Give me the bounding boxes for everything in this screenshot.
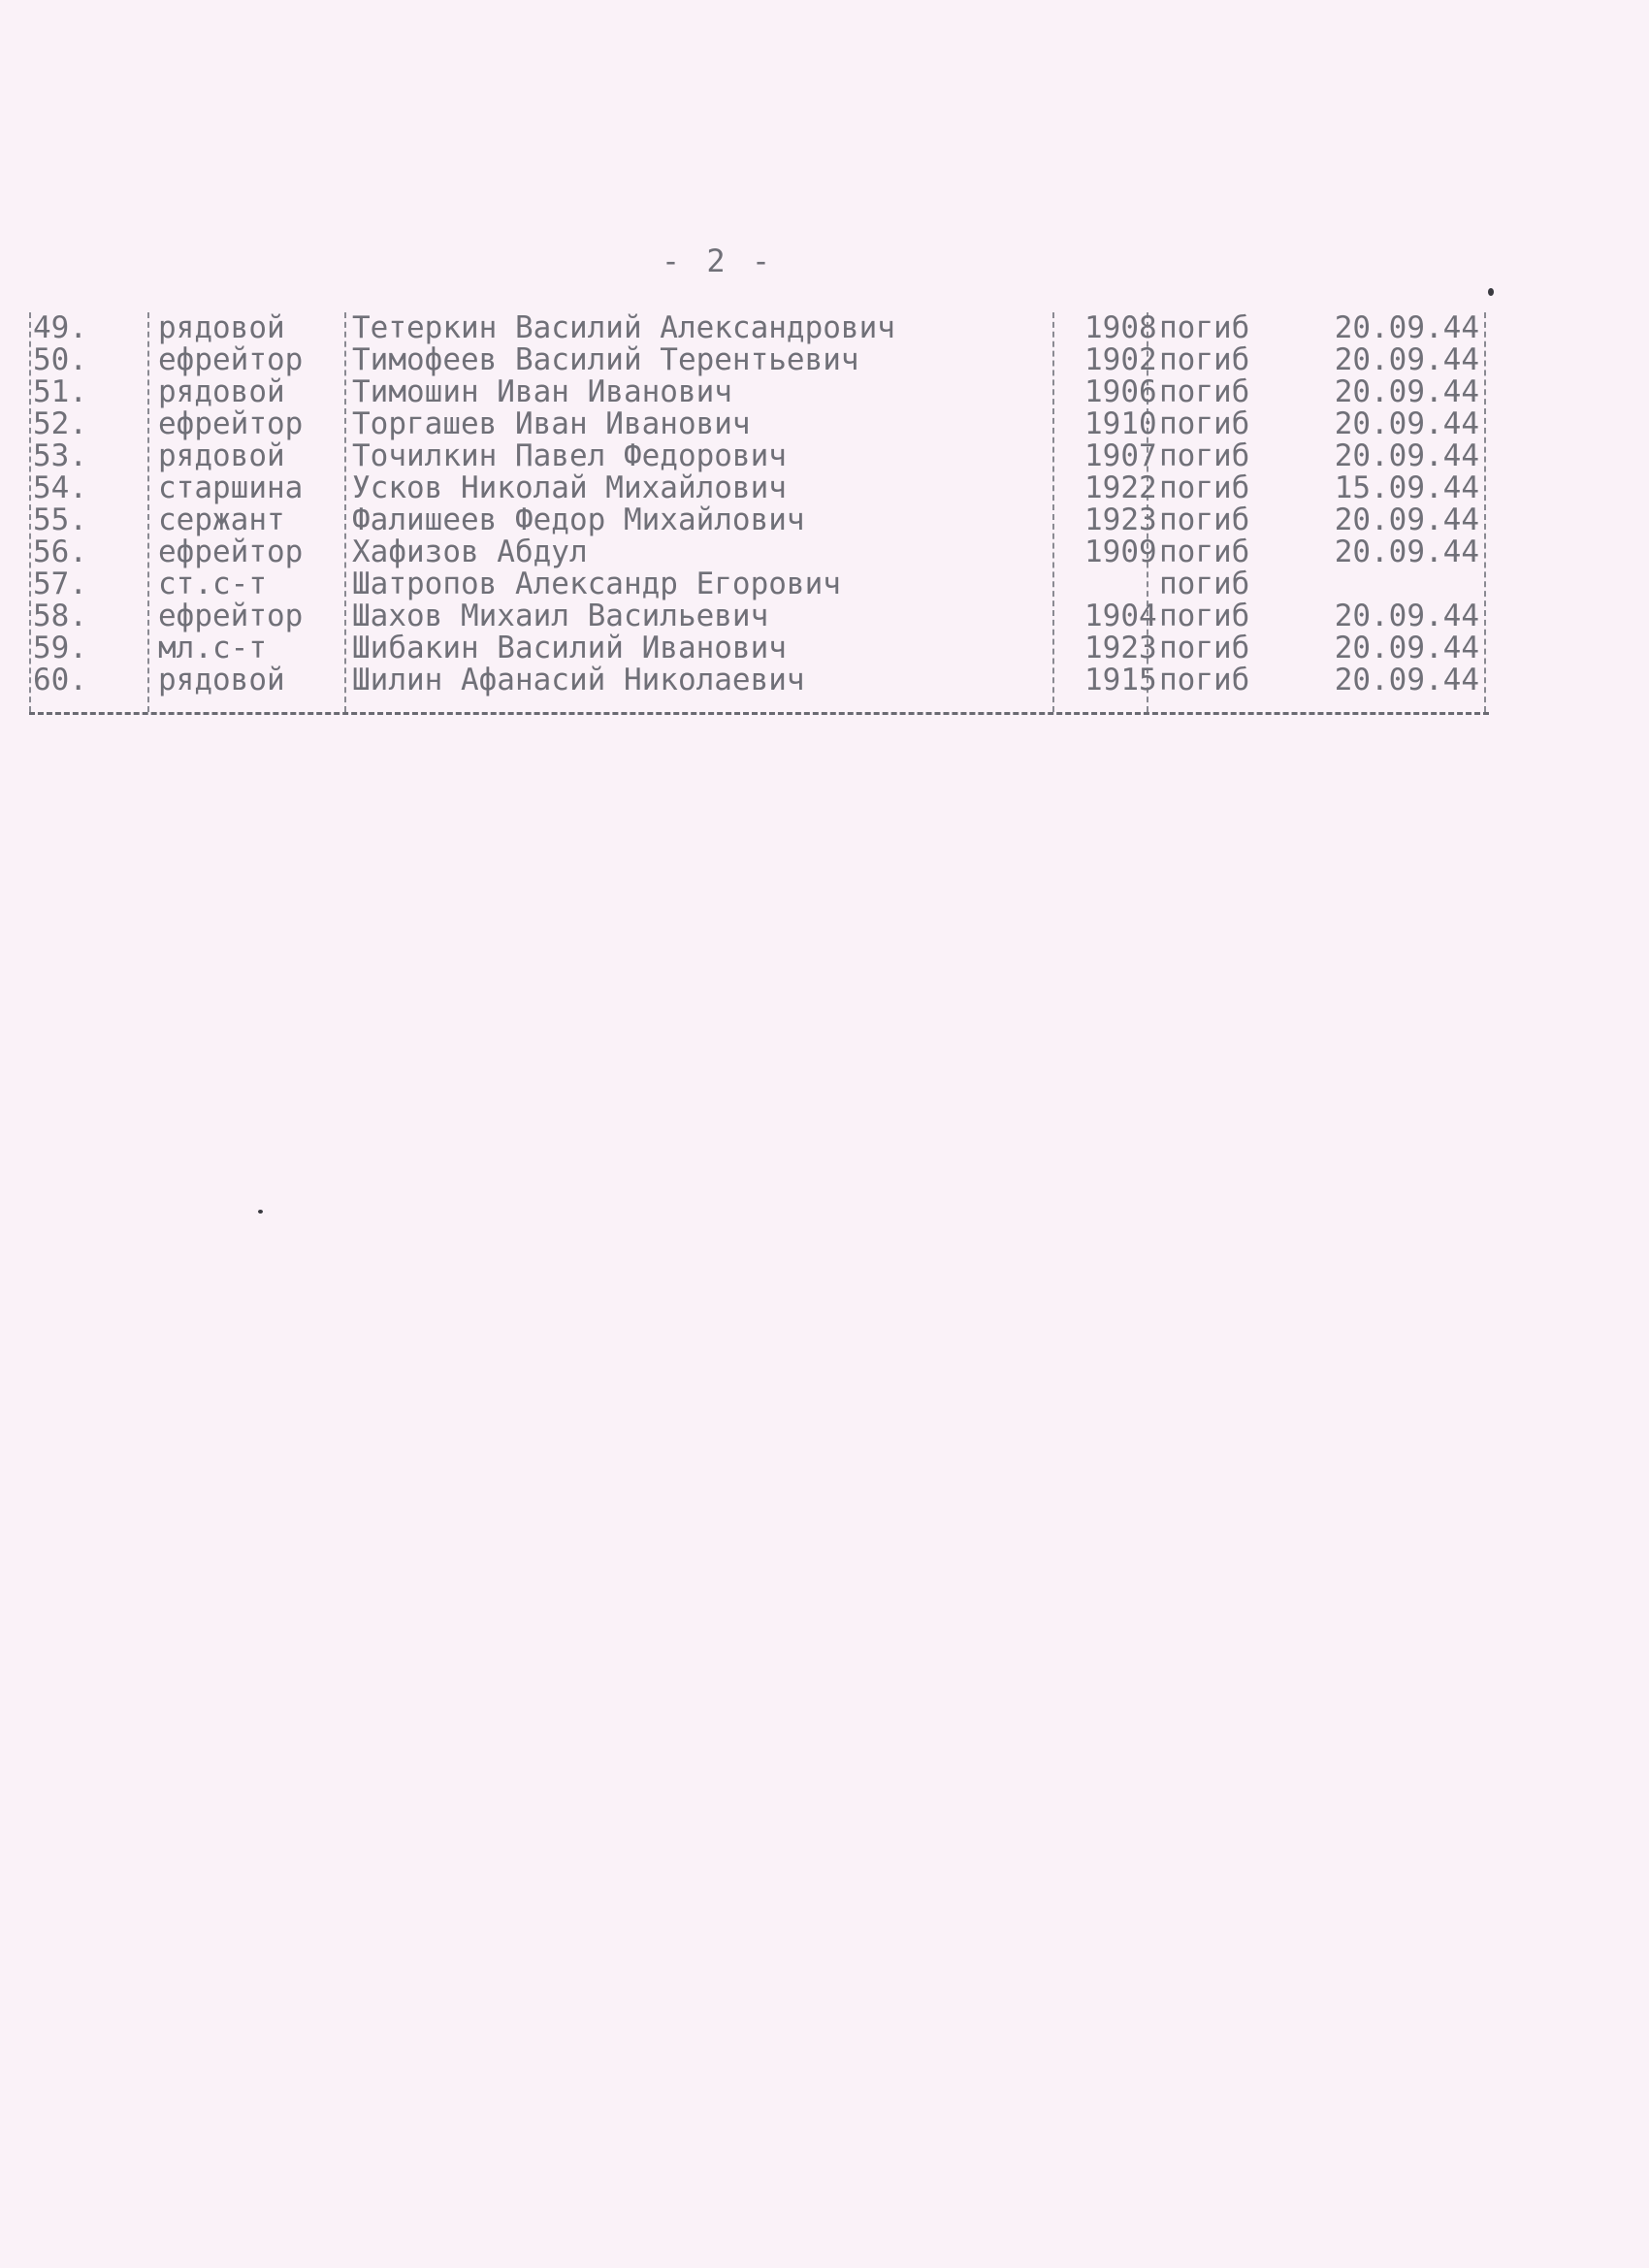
rank: рядовой bbox=[158, 438, 285, 473]
row-number: 50. bbox=[33, 342, 87, 377]
birth-year: 1910 bbox=[1084, 406, 1157, 441]
date: 20.09.44 bbox=[1334, 310, 1479, 345]
full-name: Тимофеев Василий Терентьевич bbox=[352, 342, 859, 377]
birth-year: 1906 bbox=[1084, 374, 1157, 409]
rank: рядовой bbox=[158, 663, 285, 697]
status: погиб bbox=[1159, 631, 1250, 665]
table-row bbox=[29, 568, 1489, 600]
rank: ефрейтор bbox=[158, 535, 304, 569]
status: погиб bbox=[1159, 470, 1250, 505]
date: 20.09.44 bbox=[1334, 502, 1479, 537]
date: 20.09.44 bbox=[1334, 535, 1479, 569]
row-number: 51. bbox=[33, 374, 87, 409]
table-row bbox=[29, 664, 1489, 697]
full-name: Точилкин Павел Федорович bbox=[352, 438, 787, 473]
date: 20.09.44 bbox=[1334, 406, 1479, 441]
rank: мл.с-т bbox=[158, 631, 267, 665]
row-number: 52. bbox=[33, 406, 87, 441]
row-number: 60. bbox=[33, 663, 87, 697]
date: 20.09.44 bbox=[1334, 663, 1479, 697]
row-number: 57. bbox=[33, 567, 87, 601]
table-row bbox=[29, 312, 1489, 344]
rank: ефрейтор bbox=[158, 406, 304, 441]
full-name: Шилин Афанасий Николаевич bbox=[352, 663, 805, 697]
rank: сержант bbox=[158, 502, 285, 537]
table-row bbox=[29, 408, 1489, 440]
full-name: Фалишеев Федор Михайлович bbox=[352, 502, 805, 537]
status: погиб bbox=[1159, 406, 1250, 441]
table-row bbox=[29, 632, 1489, 664]
scan-speck bbox=[1488, 288, 1494, 296]
status: погиб bbox=[1159, 374, 1250, 409]
full-name: Торгашев Иван Иванович bbox=[352, 406, 751, 441]
birth-year: 1902 bbox=[1084, 342, 1157, 377]
row-number: 53. bbox=[33, 438, 87, 473]
date: 15.09.44 bbox=[1334, 470, 1479, 505]
rank: ст.с-т bbox=[158, 567, 267, 601]
full-name: Шатропов Александр Егорович bbox=[352, 567, 841, 601]
table-row bbox=[29, 344, 1489, 376]
rank: ефрейтор bbox=[158, 342, 304, 377]
table-row bbox=[29, 376, 1489, 408]
date: 20.09.44 bbox=[1334, 631, 1479, 665]
status: погиб bbox=[1159, 438, 1250, 473]
row-number: 59. bbox=[33, 631, 87, 665]
status: погиб bbox=[1159, 663, 1250, 697]
table-row bbox=[29, 472, 1489, 504]
rank: рядовой bbox=[158, 310, 285, 345]
birth-year: 1908 bbox=[1084, 310, 1157, 345]
status: погиб bbox=[1159, 502, 1250, 537]
rank: рядовой bbox=[158, 374, 285, 409]
rank: старшина bbox=[158, 470, 304, 505]
rank: ефрейтор bbox=[158, 599, 304, 633]
birth-year: 1907 bbox=[1084, 438, 1157, 473]
full-name: Тетеркин Василий Александрович bbox=[352, 310, 895, 345]
table-row bbox=[29, 440, 1489, 472]
page-number: - 2 - bbox=[661, 243, 775, 279]
birth-year: 1922 bbox=[1084, 470, 1157, 505]
birth-year: 1915 bbox=[1084, 663, 1157, 697]
date: 20.09.44 bbox=[1334, 599, 1479, 633]
date: 20.09.44 bbox=[1334, 438, 1479, 473]
full-name: Усков Николай Михайлович bbox=[352, 470, 787, 505]
status: погиб bbox=[1159, 535, 1250, 569]
row-number: 54. bbox=[33, 470, 87, 505]
full-name: Шахов Михаил Васильевич bbox=[352, 599, 769, 633]
full-name: Хафизов Абдул bbox=[352, 535, 588, 569]
table-row bbox=[29, 536, 1489, 568]
row-number: 49. bbox=[33, 310, 87, 345]
row-number: 56. bbox=[33, 535, 87, 569]
row-number: 55. bbox=[33, 502, 87, 537]
date: 20.09.44 bbox=[1334, 342, 1479, 377]
full-name: Шибакин Василий Иванович bbox=[352, 631, 787, 665]
table-row bbox=[29, 504, 1489, 536]
casualty-roster-table bbox=[29, 312, 1489, 715]
date: 20.09.44 bbox=[1334, 374, 1479, 409]
status: погиб bbox=[1159, 342, 1250, 377]
row-number: 58. bbox=[33, 599, 87, 633]
status: погиб bbox=[1159, 567, 1250, 601]
table-row bbox=[29, 600, 1489, 632]
birth-year: 1909 bbox=[1084, 535, 1157, 569]
birth-year: 1923 bbox=[1084, 631, 1157, 665]
full-name: Тимошин Иван Иванович bbox=[352, 374, 732, 409]
birth-year: 1923 bbox=[1084, 502, 1157, 537]
scan-speck bbox=[258, 1210, 263, 1214]
status: погиб bbox=[1159, 310, 1250, 345]
birth-year: 1904 bbox=[1084, 599, 1157, 633]
status: погиб bbox=[1159, 599, 1250, 633]
